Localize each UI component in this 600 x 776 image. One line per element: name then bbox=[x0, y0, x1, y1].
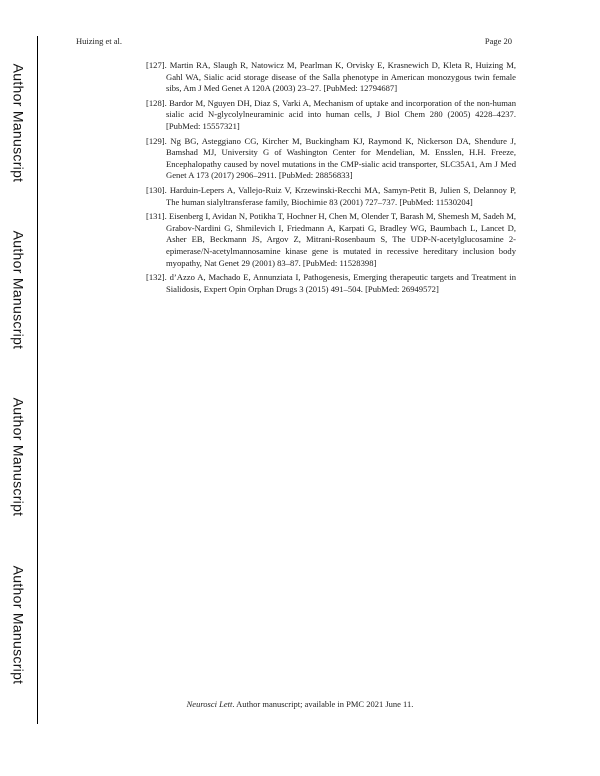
sidebar-divider bbox=[37, 36, 38, 724]
page-number: Page 20 bbox=[484, 36, 512, 46]
author-manuscript-label: Author Manuscript bbox=[10, 230, 26, 350]
reference-item: [128]. Bardor M, Nguyen DH, Diaz S, Varki A, Mechanism of uptake and incorporation of the non-human sialic acid N-glycolylneuraminic acid into human cells, J Biol Chem 280 (2005) 4228–4237. [PubMed: 15557321] bbox=[146, 97, 516, 131]
author-manuscript-label: Author Manuscript bbox=[10, 565, 26, 685]
reference-list bbox=[146, 60, 516, 298]
reference-item: [130]. Harduin-Lepers A, Vallejo-Ruiz V, Krzewinski-Recchi MA, Samyn-Petit B, Julien S, Delannoy P, The human sialyltransferase family, Biochimie 83 (2001) 727–737. [PubMed: 11530204] bbox=[146, 184, 516, 207]
page-footer bbox=[0, 699, 600, 709]
author-manuscript-label: Author Manuscript bbox=[10, 397, 26, 517]
reference-item: [129]. Ng BG, Asteggiano CG, Kircher M, Buckingham KJ, Raymond K, Nickerson DA, Shendure J, Bamshad MJ, University G of Washington Center for Mendelian, M. Ensslen, H.H. Freeze, Encephalopathy caused by novel mutations in the CMP-sialic acid transporter, SLC35A1, Am J Med Genet A 173 (2017) 2906–2911. [PubMed: 28856833] bbox=[146, 135, 516, 181]
footer-availability: . Author manuscript; available in PMC 2021 June 11. bbox=[232, 699, 414, 709]
reference-item: [132]. d’Azzo A, Machado E, Annunziata I, Pathogenesis, Emerging therapeutic targets and Treatment in Sialidosis, Expert Opin Orphan Drugs 3 (2015) 491–504. [PubMed: 26949572] bbox=[146, 272, 516, 294]
author-manuscript-sidebar bbox=[0, 0, 38, 776]
header-author: Huizing et al. bbox=[76, 36, 123, 46]
footer-journal: Neurosci Lett bbox=[186, 699, 233, 709]
running-header bbox=[76, 36, 512, 50]
reference-item: [127]. Martin RA, Slaugh R, Natowicz M, Pearlman K, Orvisky E, Krasnewich D, Kleta R, Huizing M, Gahl WA, Sialic acid storage disease of the Salla phenotype in American monozygous twin female sibs, Am J Med Genet A 120A (2003) 23–27. [PubMed: 12794687] bbox=[146, 60, 516, 94]
reference-item: [131]. Eisenberg I, Avidan N, Potikha T, Hochner H, Chen M, Olender T, Barash M, Shemesh M, Sadeh M, Grabov-Nardini G, Shmilevich I, Friedmann A, Karpati G, Bradley WG, Baumbach L, Lancet D, Asher EB, Beckmann JS, Argov Z, Mitrani-Rosenbaum S, The UDP-N-acetylglucosamine 2-epimerase/N-acetylmannosamine kinase gene is mutated in recessive hereditary inclusion body myopathy, Nat Genet 29 (2001) 83–87. [PubMed: 11528398] bbox=[146, 211, 516, 268]
author-manuscript-label: Author Manuscript bbox=[10, 63, 26, 183]
